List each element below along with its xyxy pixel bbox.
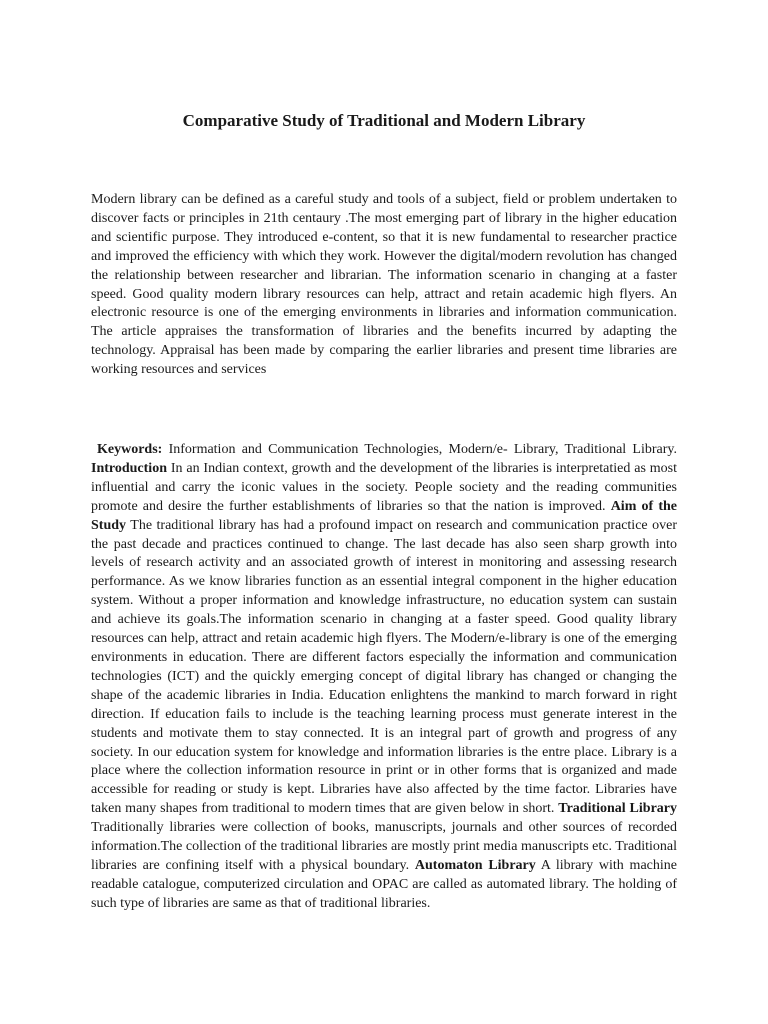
keywords-text: Information and Communication Technologies, Modern/e- Library, Traditional Library.: [162, 442, 677, 457]
body-paragraph: [91, 441, 677, 914]
automaton-library-text: A library with machine readable catalogue, computerized circulation and OPAC are called as automated library. The holding of such type of libraries are same as that of traditional libraries.: [91, 857, 677, 911]
introduction-heading: Introduction: [91, 460, 167, 476]
introduction-text: In an Indian context, growth and the development of the libraries is interpretatied as most influential and carry the iconic values in the society. People society and the reading communities promote and desire the further establishments of libraries so that the nation is improved.: [91, 460, 677, 514]
traditional-library-text: Traditionally libraries were collection of books, manuscripts, journals and other sources of recorded information.The collection of the traditional libraries are mostly print media manuscripts etc. Traditional libraries are confining itself with a physical boundary.: [91, 820, 677, 873]
keywords-label: Keywords:: [97, 442, 163, 457]
document-title: Comparative Study of Traditional and Modern Library: [182, 111, 586, 130]
abstract-paragraph: Modern library can be defined as a careful study and tools of a subject, field or problem undertaken to discover facts or principles in 21th centaury .The most emerging part of library in the higher education and scientific purpose. They introduced e-content, so that it is new fundamental to researcher practice and improved the efficiency with which they work. However the digital/modern revolution has changed the relationship between researcher and librarian. The information scenario in changing at a faster speed. Good quality modern library resources can help, attract and retain academic high flyers. An electronic resource is one of the emerging environments in libraries and information communication. The article appraises the transformation of libraries and the benefits incurred by adapting the technology. Appraisal has been made by comparing the earlier libraries and present time libraries are working resources and services: [91, 192, 677, 378]
aim-of-study-heading: Aim of the Study: [91, 498, 677, 533]
aim-of-study-text: The traditional library has had a profound impact on research and communication practice over the past decade and practices continued to change. The last decade has also seen sharp growth into levels of research activity and an associated growth of interest in monitoring and assessing research performance. As we know libraries function as an essential integral component in the higher education system. Without a proper information and knowledge infrastructure, no education system can sustain and achieve its goals.The information scenario in changing at a faster speed. Good quality library resources can help, attract and retain academic high flyers. The Modern/e-library is one of the emerging environments in education. There are different factors especially the information and communication technologies (ICT) and the quickly emerging concept of digital library has changed or changing the shape of the academic libraries in India. Education enlightens the mankind to march forward in right direction. If education fails to include is the teaching learning process must generate interest in the students and motivate them to stay connected. It is an integral part of growth and progress of any society. In our education system for knowledge and information libraries is the entre place. Library is a place where the collection information resource in print or in other forms that is organized and made accessible for reading or study is kept. Libraries have also affected by the time factor. Libraries have taken many shapes from traditional to modern times that are given below in short.: [91, 517, 677, 817]
automaton-library-heading: Automaton Library: [414, 857, 536, 873]
traditional-library-heading: Traditional Library: [558, 801, 677, 817]
